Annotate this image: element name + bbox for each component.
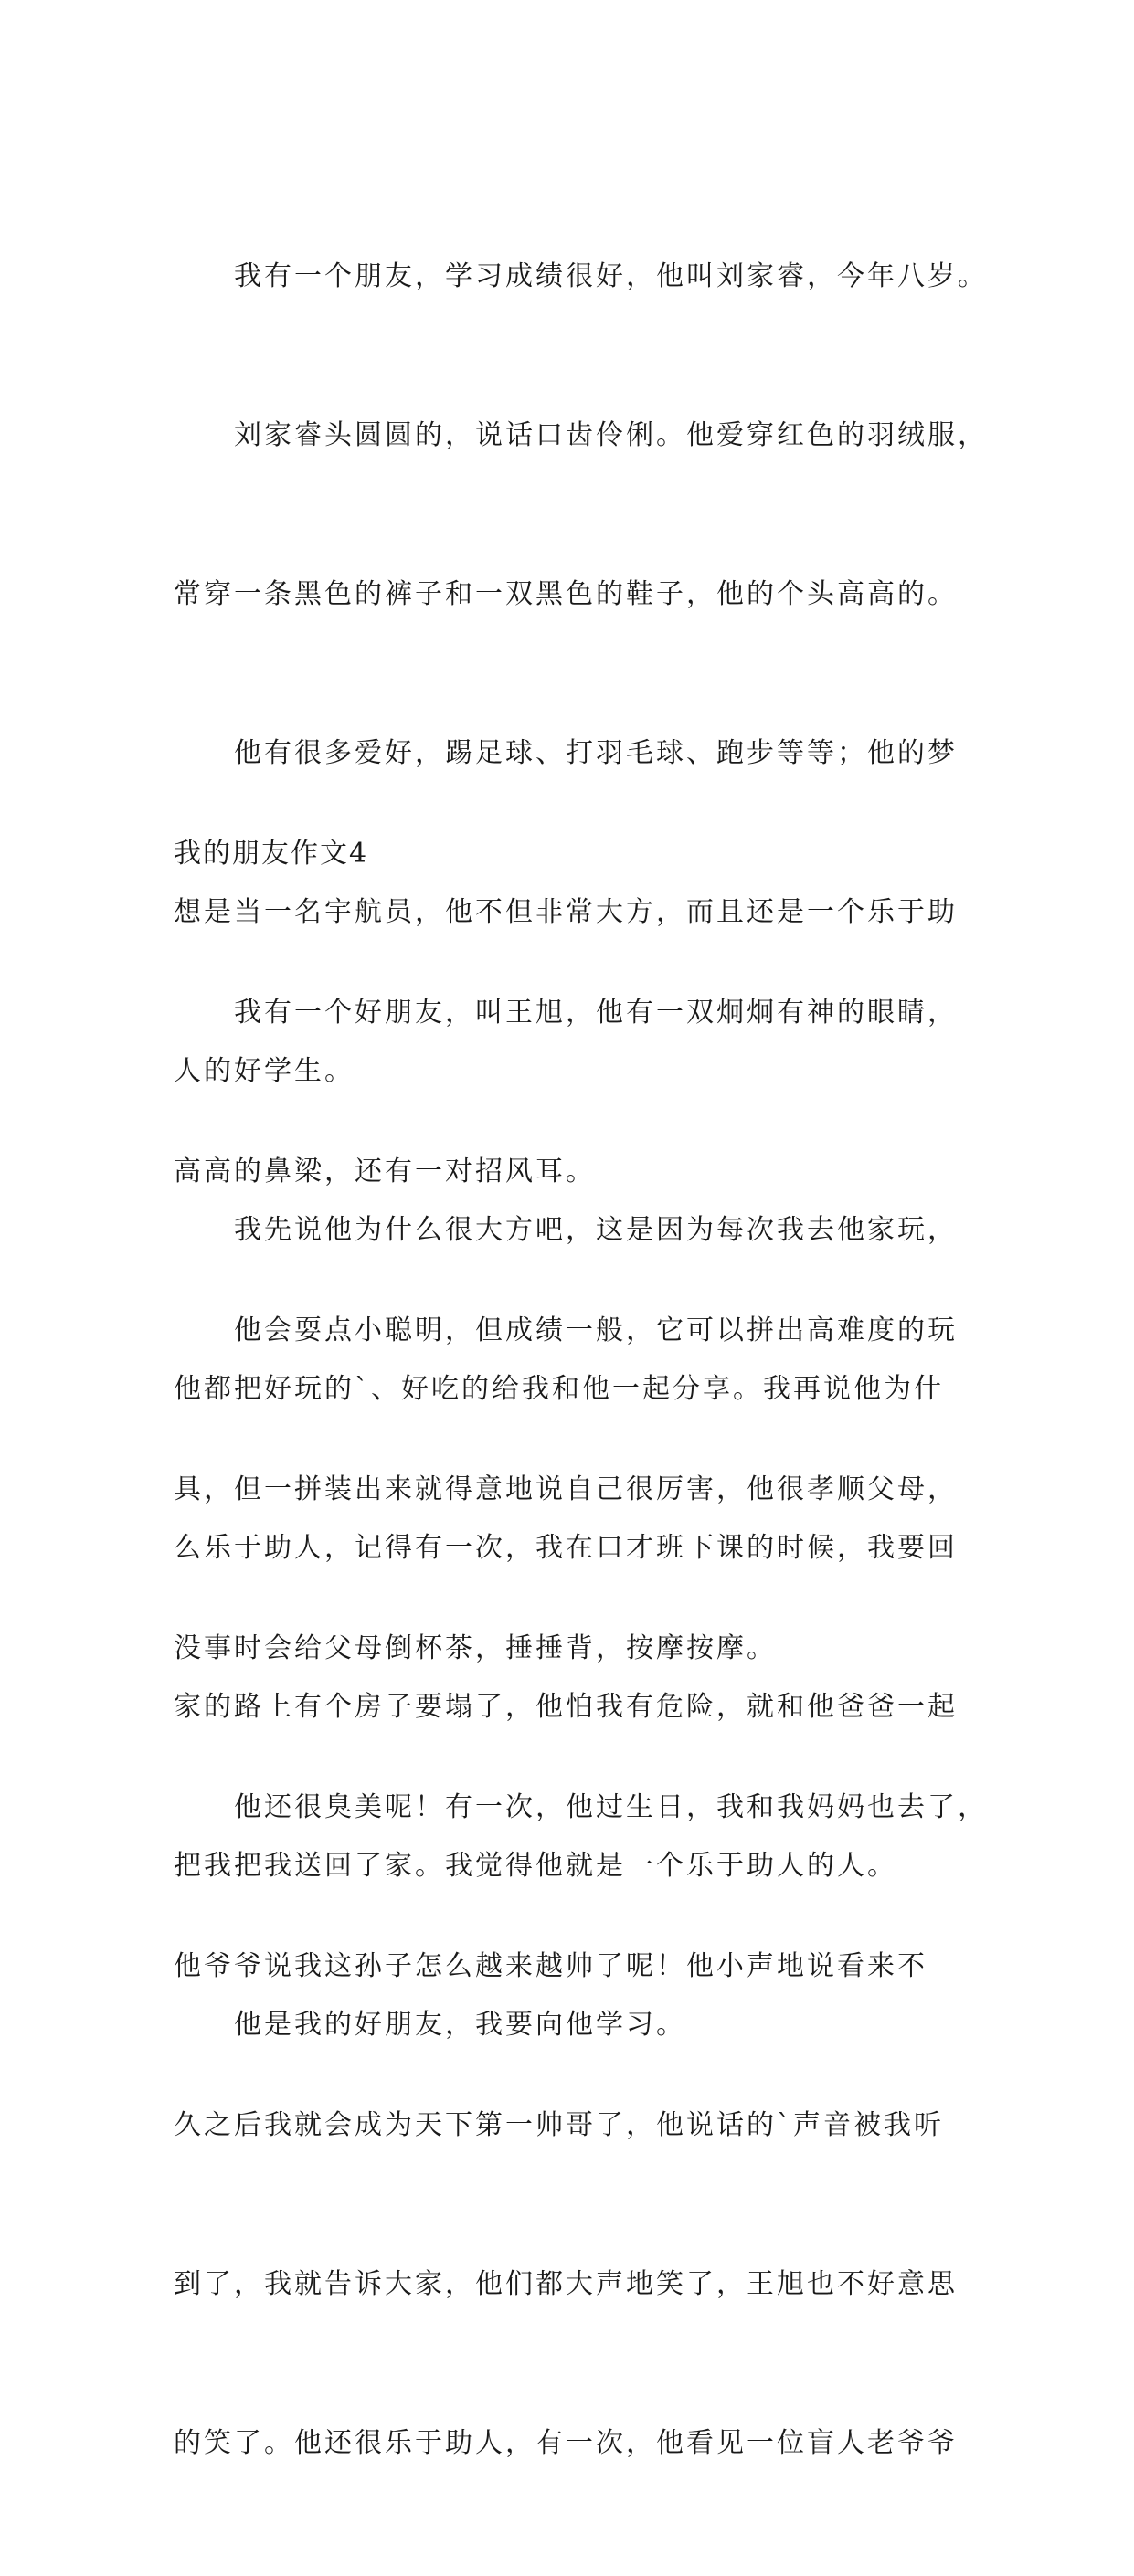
paragraph-line: 刘家睿头圆圆的，说话口齿伶俐。他爱穿红色的羽绒服， [234, 419, 988, 451]
paragraph-line: 人的好学生。 [174, 1055, 355, 1087]
paragraph-line: 久之后我就会成为天下第一帅哥了，他说话的`声音被我听 [174, 2109, 944, 2141]
paragraph-line: 他还很臭美呢！有一次，他过生日，我和我妈妈也去了， [234, 1791, 988, 1823]
paragraph-line: 的笑了。他还很乐于助人，有一次，他看见一位盲人老爷爷 [174, 2427, 958, 2459]
paragraph-line: 他会耍点小聪明，但成绩一般，它可以拼出高难度的玩 [234, 1314, 958, 1346]
paragraph-line: 我有一个朋友，学习成绩很好，他叫刘家睿，今年八岁。 [234, 260, 988, 292]
paragraph-line: 具，但一拼装出来就得意地说自己很厉害，他很孝顺父母， [174, 1473, 958, 1505]
paragraph-line: 他都把好玩的`、好吃的给我和他一起分享。我再说他为什 [174, 1373, 944, 1405]
paragraph-line: 他是我的好朋友，我要向他学习。 [234, 2009, 686, 2041]
paragraph-line: 我先说他为什么很大方吧，这是因为每次我去他家玩， [234, 1214, 958, 1246]
paragraph-line: 家的路上有个房子要塌了，他怕我有危险，就和他爸爸一起 [174, 1691, 958, 1723]
paragraph-line: 高高的鼻梁，还有一对招风耳。 [174, 1156, 596, 1188]
paragraph-line: 他有很多爱好，踢足球、打羽毛球、跑步等等；他的梦 [234, 737, 958, 769]
essay-4-body [174, 881, 988, 2576]
paragraph-line: 想是当一名宇航员，他不但非常大方，而且还是一个乐于助 [174, 896, 958, 928]
paragraph-line: 没事时会给父母倒杯茶，捶捶背，按摩按摩。 [174, 1632, 777, 1664]
paragraph-line: 把我把我送回了家。我觉得他就是一个乐于助人的人。 [174, 1850, 897, 1882]
essay-title: 我的朋友作文4 [174, 838, 369, 870]
paragraph-line: 常穿一条黑色的裤子和一双黑色的鞋子，他的个头高高的。 [174, 578, 958, 610]
paragraph-line: 他爷爷说我这孙子怎么越来越帅了呢！他小声地说看来不 [174, 1950, 927, 1982]
paragraph-line: 我有一个好朋友，叫王旭，他有一双炯炯有神的眼睛， [234, 997, 958, 1029]
paragraph-line: 么乐于助人，记得有一次，我在口才班下课的时候，我要回 [174, 1532, 958, 1564]
paragraph-line: 到了，我就告诉大家，他们都大声地笑了，王旭也不好意思 [174, 2268, 958, 2300]
